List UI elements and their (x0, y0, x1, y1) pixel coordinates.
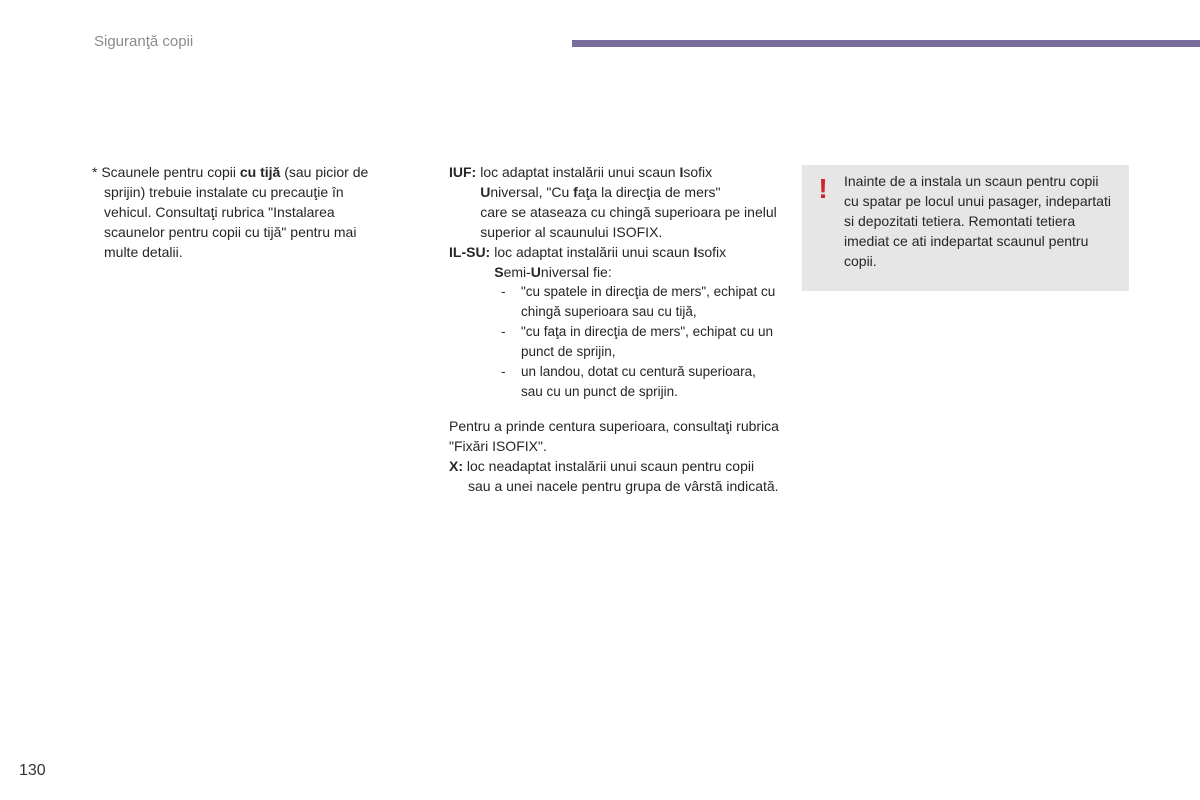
list-item: - un landou, dotat cu centură superioara, sau cu un punct de sprijin. (501, 364, 756, 399)
middle-column (449, 162, 779, 496)
list-item: - "cu spatele in direcţia de mers", echipat cu chingă superioara sau cu tijă, (501, 284, 776, 319)
warning-box (802, 165, 1129, 291)
iuf-line1: loc adaptat instalării unui scaun Isofix (480, 164, 713, 180)
warning-text: Inainte de a instala un scaun pentru copii cu spatar pe locul unui pasager, indepartati si depozitati tetiera. Remontati tetiera imediat ce ati indepartat scaunul pentru copii. (844, 173, 1111, 269)
page-header-title: Siguranţă copii (94, 33, 194, 50)
footnote-rest: (sau picior de sprijin) trebuie instalate cu precauţie în vehicul. Consultaţi rubrica "Instalarea scaunelor pentru copii cu tijă" pentru mai multe detalii. (104, 164, 369, 260)
ilsu-definition (449, 242, 779, 282)
footnote-prefix: * Scaunele pentru copii (92, 164, 240, 180)
ilsu-line1: loc adaptat instalării unui scaun Isofix (494, 244, 727, 260)
iuf-line2: Universal, "Cu faţa la direcţia de mers" (480, 184, 721, 200)
header-accent-bar (572, 40, 1200, 47)
x-term: X: (449, 458, 463, 474)
ilsu-option-list (449, 282, 779, 402)
footnote-bold: cu tijă (239, 164, 281, 180)
ilsu-term: IL-SU: (449, 244, 491, 260)
exclamation-icon: ! (818, 173, 828, 204)
list-item: - "cu faţa in direcţia de mers", echipat cu un punct de sprijin, (501, 324, 773, 359)
x-definition (449, 456, 779, 496)
footnote-paragraph (92, 162, 392, 262)
iuf-rest: care se ataseaza cu chingă superioara pe inelul superior al scaunului ISOFIX. (480, 204, 777, 240)
iuf-definition (449, 162, 779, 242)
x-text: loc neadaptat instalării unui scaun pentru copii sau a unei nacele pentru grupa de vârstă indicată. (463, 458, 779, 494)
page-number: 130 (19, 762, 46, 779)
belt-note-paragraph: Pentru a prinde centura superioara, consultaţi rubrica "Fixări ISOFIX". (449, 418, 779, 454)
left-column (92, 162, 392, 262)
iuf-term: IUF: (449, 164, 477, 180)
ilsu-line2: Semi-Universal fie: (494, 264, 612, 280)
